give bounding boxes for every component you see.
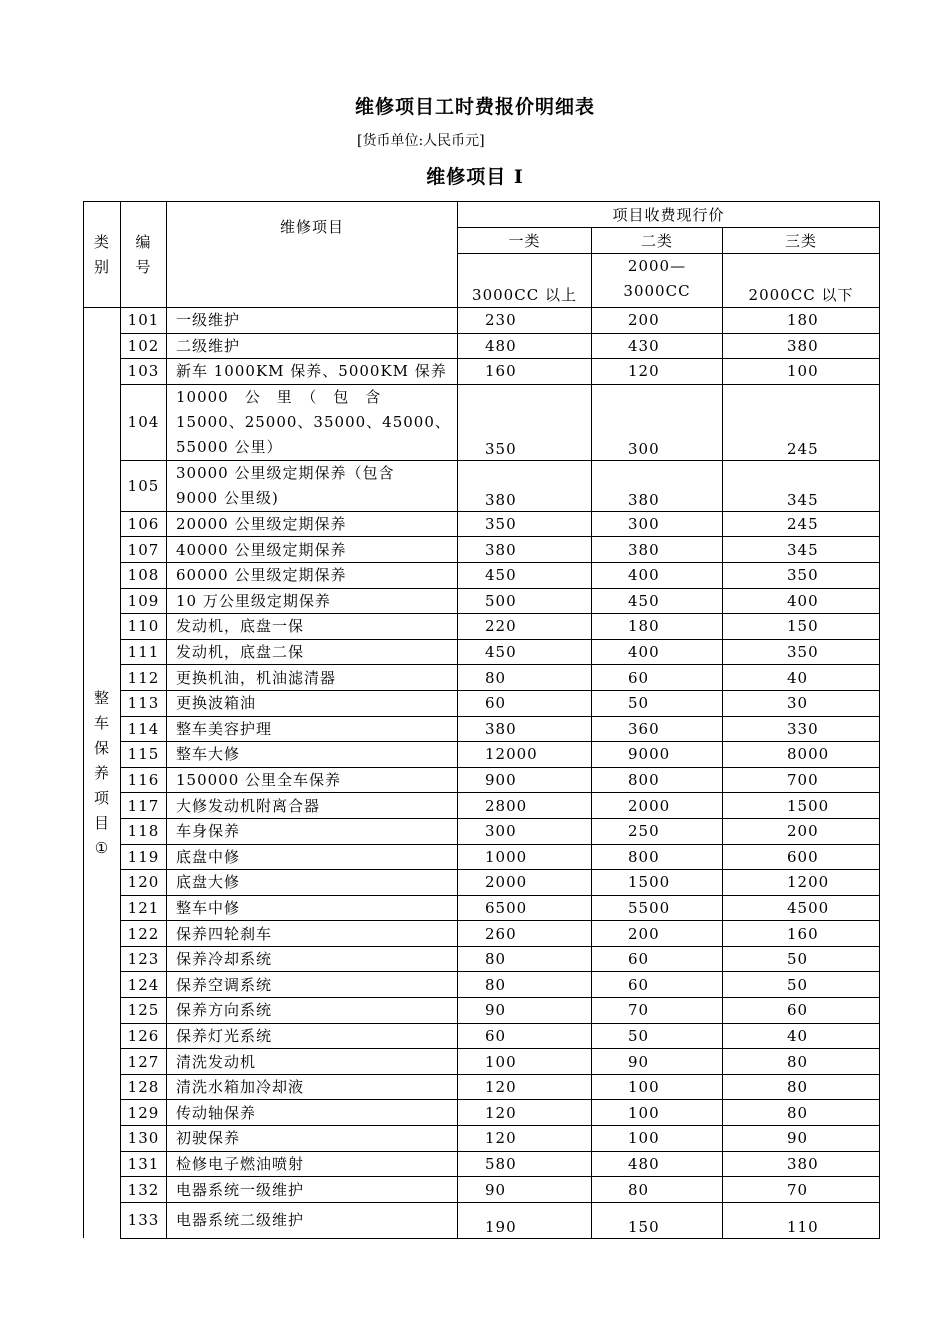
price-class3: 1500 bbox=[723, 793, 880, 819]
price-class3: 150 bbox=[723, 614, 880, 640]
price-class1: 230 bbox=[458, 308, 592, 334]
header-class3: 三类 bbox=[723, 228, 880, 254]
category-char: 车 bbox=[93, 713, 110, 732]
item-name bbox=[167, 460, 458, 511]
price-class2: 100 bbox=[592, 1074, 723, 1100]
price-class1: 350 bbox=[458, 511, 592, 537]
price-class2: 90 bbox=[592, 1049, 723, 1075]
price-class1: 80 bbox=[458, 972, 592, 998]
price-class1: 120 bbox=[458, 1100, 592, 1126]
price-class3: 50 bbox=[723, 972, 880, 998]
item-code: 125 bbox=[121, 998, 167, 1024]
header-class3-spec: 2000CC 以下 bbox=[723, 254, 880, 308]
item-code: 112 bbox=[121, 665, 167, 691]
item-name: 清洗发动机 bbox=[167, 1049, 458, 1075]
item-name-line: 10000 公 里 （ 包 含 bbox=[176, 387, 382, 406]
table-row bbox=[84, 1100, 880, 1126]
price-class3: 100 bbox=[723, 359, 880, 385]
table-row bbox=[84, 690, 880, 716]
price-class2: 60 bbox=[592, 665, 723, 691]
price-class1: 380 bbox=[458, 537, 592, 563]
price-class3: 345 bbox=[723, 537, 880, 563]
item-name: 检修电子燃油喷射 bbox=[167, 1151, 458, 1177]
table-row bbox=[84, 716, 880, 742]
price-class3: 110 bbox=[723, 1202, 880, 1238]
price-class1: 450 bbox=[458, 562, 592, 588]
item-name: 发动机，底盘一保 bbox=[167, 614, 458, 640]
price-class3: 600 bbox=[723, 844, 880, 870]
price-class3: 40 bbox=[723, 1023, 880, 1049]
table-row bbox=[84, 793, 880, 819]
price-class1: 6500 bbox=[458, 895, 592, 921]
item-code: 129 bbox=[121, 1100, 167, 1126]
price-class1: 350 bbox=[458, 384, 592, 460]
item-name: 电器系统一级维护 bbox=[167, 1177, 458, 1203]
item-name: 清洗水箱加冷却液 bbox=[167, 1074, 458, 1100]
category-cell bbox=[84, 308, 121, 1239]
table-row bbox=[84, 1023, 880, 1049]
price-class2: 2000 bbox=[592, 793, 723, 819]
price-class1: 1000 bbox=[458, 844, 592, 870]
section-title: 维修项目 I bbox=[426, 166, 524, 188]
header-category-char-2: 别 bbox=[93, 258, 110, 276]
table-row bbox=[84, 333, 880, 359]
price-class3: 80 bbox=[723, 1100, 880, 1126]
price-class2: 60 bbox=[592, 972, 723, 998]
price-class1: 90 bbox=[458, 998, 592, 1024]
item-code: 127 bbox=[121, 1049, 167, 1075]
table-row bbox=[84, 460, 880, 511]
header-number bbox=[121, 202, 167, 308]
price-class1: 100 bbox=[458, 1049, 592, 1075]
item-code: 109 bbox=[121, 588, 167, 614]
price-class3: 330 bbox=[723, 716, 880, 742]
item-code: 102 bbox=[121, 333, 167, 359]
item-code: 108 bbox=[121, 562, 167, 588]
price-class3: 30 bbox=[723, 690, 880, 716]
price-class3: 200 bbox=[723, 818, 880, 844]
category-char: ① bbox=[94, 838, 110, 857]
price-class2: 1500 bbox=[592, 870, 723, 896]
price-class1: 60 bbox=[458, 1023, 592, 1049]
table-row bbox=[84, 998, 880, 1024]
price-class2: 5500 bbox=[592, 895, 723, 921]
table-row bbox=[84, 767, 880, 793]
price-class1: 580 bbox=[458, 1151, 592, 1177]
item-name: 20000 公里级定期保养 bbox=[167, 511, 458, 537]
price-class2: 250 bbox=[592, 818, 723, 844]
item-name: 一级维护 bbox=[167, 308, 458, 334]
price-class3: 345 bbox=[723, 460, 880, 511]
item-name: 车身保养 bbox=[167, 818, 458, 844]
item-code: 128 bbox=[121, 1074, 167, 1100]
table-row bbox=[84, 895, 880, 921]
header-category-char-1: 类 bbox=[93, 233, 110, 251]
item-name: 整车美容护理 bbox=[167, 716, 458, 742]
item-code: 117 bbox=[121, 793, 167, 819]
table-row bbox=[84, 870, 880, 896]
item-name: 整车大修 bbox=[167, 742, 458, 768]
item-name-line: 15000、25000、35000、45000、 bbox=[176, 412, 451, 431]
price-class2: 200 bbox=[592, 921, 723, 947]
table-row bbox=[84, 742, 880, 768]
header-class2-spec-line2: 3000CC bbox=[623, 282, 691, 300]
price-class1: 80 bbox=[458, 946, 592, 972]
price-class1: 90 bbox=[458, 1177, 592, 1203]
item-code: 124 bbox=[121, 972, 167, 998]
table-row bbox=[84, 384, 880, 460]
price-class2: 380 bbox=[592, 460, 723, 511]
item-name-line: 55000 公里） bbox=[176, 437, 283, 456]
table-row bbox=[84, 588, 880, 614]
price-class3: 90 bbox=[723, 1126, 880, 1152]
price-class2: 180 bbox=[592, 614, 723, 640]
category-char: 保 bbox=[93, 738, 110, 757]
price-class3: 380 bbox=[723, 333, 880, 359]
price-class2: 450 bbox=[592, 588, 723, 614]
price-class2: 150 bbox=[592, 1202, 723, 1238]
price-class3: 1200 bbox=[723, 870, 880, 896]
price-class2: 400 bbox=[592, 639, 723, 665]
item-code: 116 bbox=[121, 767, 167, 793]
item-code: 104 bbox=[121, 384, 167, 460]
item-name: 更换机油，机油滤清器 bbox=[167, 665, 458, 691]
item-name: 40000 公里级定期保养 bbox=[167, 537, 458, 563]
item-name: 10 万公里级定期保养 bbox=[167, 588, 458, 614]
category-char: 目 bbox=[93, 813, 110, 832]
table-row bbox=[84, 614, 880, 640]
price-class3: 350 bbox=[723, 562, 880, 588]
price-class1: 12000 bbox=[458, 742, 592, 768]
header-class2: 二类 bbox=[592, 228, 723, 254]
item-code: 107 bbox=[121, 537, 167, 563]
table-row bbox=[84, 308, 880, 334]
item-name: 发动机，底盘二保 bbox=[167, 639, 458, 665]
currency-note: [货币单位:人民币元] bbox=[357, 133, 485, 149]
price-class1: 60 bbox=[458, 690, 592, 716]
price-class2: 800 bbox=[592, 767, 723, 793]
price-class3: 380 bbox=[723, 1151, 880, 1177]
price-class1: 120 bbox=[458, 1074, 592, 1100]
price-class1: 160 bbox=[458, 359, 592, 385]
price-class3: 4500 bbox=[723, 895, 880, 921]
page-title: 维修项目工时费报价明细表 bbox=[354, 96, 595, 118]
price-class3: 700 bbox=[723, 767, 880, 793]
price-class2: 120 bbox=[592, 359, 723, 385]
price-class3: 350 bbox=[723, 639, 880, 665]
price-class2: 360 bbox=[592, 716, 723, 742]
price-class2: 100 bbox=[592, 1126, 723, 1152]
table-row bbox=[84, 537, 880, 563]
item-code: 101 bbox=[121, 308, 167, 334]
table-row bbox=[84, 1177, 880, 1203]
table-row bbox=[84, 1074, 880, 1100]
price-class2: 100 bbox=[592, 1100, 723, 1126]
price-class2: 300 bbox=[592, 511, 723, 537]
price-class2: 80 bbox=[592, 1177, 723, 1203]
item-name: 150000 公里全车保养 bbox=[167, 767, 458, 793]
item-name: 初驶保养 bbox=[167, 1126, 458, 1152]
price-class1: 380 bbox=[458, 716, 592, 742]
header-category bbox=[84, 202, 121, 308]
price-class3: 400 bbox=[723, 588, 880, 614]
price-class2: 200 bbox=[592, 308, 723, 334]
price-class1: 900 bbox=[458, 767, 592, 793]
price-class3: 245 bbox=[723, 511, 880, 537]
item-name: 底盘大修 bbox=[167, 870, 458, 896]
item-code: 118 bbox=[121, 818, 167, 844]
price-class3: 180 bbox=[723, 308, 880, 334]
category-char: 养 bbox=[93, 763, 110, 782]
item-name: 保养四轮刹车 bbox=[167, 921, 458, 947]
item-code: 119 bbox=[121, 844, 167, 870]
price-class2: 50 bbox=[592, 1023, 723, 1049]
price-class2: 480 bbox=[592, 1151, 723, 1177]
item-code: 132 bbox=[121, 1177, 167, 1203]
table-row bbox=[84, 359, 880, 385]
price-class3: 40 bbox=[723, 665, 880, 691]
price-class3: 80 bbox=[723, 1049, 880, 1075]
table-row bbox=[84, 511, 880, 537]
table-row bbox=[84, 972, 880, 998]
price-class2: 50 bbox=[592, 690, 723, 716]
item-code: 103 bbox=[121, 359, 167, 385]
header-item: 维修项目 bbox=[167, 202, 458, 308]
item-code: 110 bbox=[121, 614, 167, 640]
header-row-1 bbox=[84, 202, 880, 228]
price-class2: 9000 bbox=[592, 742, 723, 768]
item-name: 保养冷却系统 bbox=[167, 946, 458, 972]
header-number-char-2: 号 bbox=[135, 258, 152, 276]
item-name: 大修发动机附离合器 bbox=[167, 793, 458, 819]
table-row bbox=[84, 844, 880, 870]
item-name: 保养方向系统 bbox=[167, 998, 458, 1024]
item-name: 保养灯光系统 bbox=[167, 1023, 458, 1049]
item-code: 120 bbox=[121, 870, 167, 896]
price-class2: 60 bbox=[592, 946, 723, 972]
item-name: 传动轴保养 bbox=[167, 1100, 458, 1126]
item-code: 122 bbox=[121, 921, 167, 947]
item-name: 更换波箱油 bbox=[167, 690, 458, 716]
price-class1: 2000 bbox=[458, 870, 592, 896]
price-class3: 60 bbox=[723, 998, 880, 1024]
price-class2: 430 bbox=[592, 333, 723, 359]
price-class1: 450 bbox=[458, 639, 592, 665]
header-class1-spec: 3000CC 以上 bbox=[458, 254, 592, 308]
price-class3: 160 bbox=[723, 921, 880, 947]
item-code: 133 bbox=[121, 1202, 167, 1238]
item-code: 130 bbox=[121, 1126, 167, 1152]
item-code: 115 bbox=[121, 742, 167, 768]
price-class1: 2800 bbox=[458, 793, 592, 819]
item-code: 111 bbox=[121, 639, 167, 665]
price-class2: 380 bbox=[592, 537, 723, 563]
category-char: 项 bbox=[93, 788, 110, 807]
item-name: 整车中修 bbox=[167, 895, 458, 921]
price-class3: 8000 bbox=[723, 742, 880, 768]
price-class1: 260 bbox=[458, 921, 592, 947]
item-name bbox=[167, 384, 458, 460]
item-code: 114 bbox=[121, 716, 167, 742]
header-number-char-1: 编 bbox=[135, 233, 152, 251]
item-code: 126 bbox=[121, 1023, 167, 1049]
table-row bbox=[84, 562, 880, 588]
table-row bbox=[84, 1151, 880, 1177]
header-price-group: 项目收费现行价 bbox=[458, 202, 880, 228]
table-row bbox=[84, 1202, 880, 1238]
price-class1: 380 bbox=[458, 460, 592, 511]
price-class1: 120 bbox=[458, 1126, 592, 1152]
item-name-line: 30000 公里级定期保养（包含 bbox=[176, 463, 395, 482]
price-class3: 70 bbox=[723, 1177, 880, 1203]
header-class1: 一类 bbox=[458, 228, 592, 254]
item-name: 新车 1000KM 保养、5000KM 保养 bbox=[167, 359, 458, 385]
item-code: 123 bbox=[121, 946, 167, 972]
table-row bbox=[84, 665, 880, 691]
price-class1: 80 bbox=[458, 665, 592, 691]
item-name-line: 9000 公里级) bbox=[176, 488, 279, 507]
price-table bbox=[83, 201, 880, 1239]
price-class3: 245 bbox=[723, 384, 880, 460]
table-row bbox=[84, 921, 880, 947]
price-class1: 300 bbox=[458, 818, 592, 844]
item-name: 60000 公里级定期保养 bbox=[167, 562, 458, 588]
category-char: 整 bbox=[93, 688, 110, 707]
price-class1: 220 bbox=[458, 614, 592, 640]
item-name: 底盘中修 bbox=[167, 844, 458, 870]
item-code: 113 bbox=[121, 690, 167, 716]
price-class1: 190 bbox=[458, 1202, 592, 1238]
item-name: 电器系统二级维护 bbox=[167, 1202, 458, 1238]
price-class2: 70 bbox=[592, 998, 723, 1024]
item-name: 保养空调系统 bbox=[167, 972, 458, 998]
price-class1: 500 bbox=[458, 588, 592, 614]
table-row bbox=[84, 946, 880, 972]
table-row bbox=[84, 1049, 880, 1075]
header-class2-spec bbox=[592, 254, 723, 308]
price-class3: 50 bbox=[723, 946, 880, 972]
header-class2-spec-line1: 2000— bbox=[627, 257, 687, 275]
table-row bbox=[84, 818, 880, 844]
item-code: 105 bbox=[121, 460, 167, 511]
item-code: 106 bbox=[121, 511, 167, 537]
item-code: 131 bbox=[121, 1151, 167, 1177]
item-name: 二级维护 bbox=[167, 333, 458, 359]
price-class2: 800 bbox=[592, 844, 723, 870]
item-code: 121 bbox=[121, 895, 167, 921]
price-class2: 400 bbox=[592, 562, 723, 588]
table-row bbox=[84, 639, 880, 665]
table-row bbox=[84, 1126, 880, 1152]
price-class1: 480 bbox=[458, 333, 592, 359]
price-class3: 80 bbox=[723, 1074, 880, 1100]
price-class2: 300 bbox=[592, 384, 723, 460]
